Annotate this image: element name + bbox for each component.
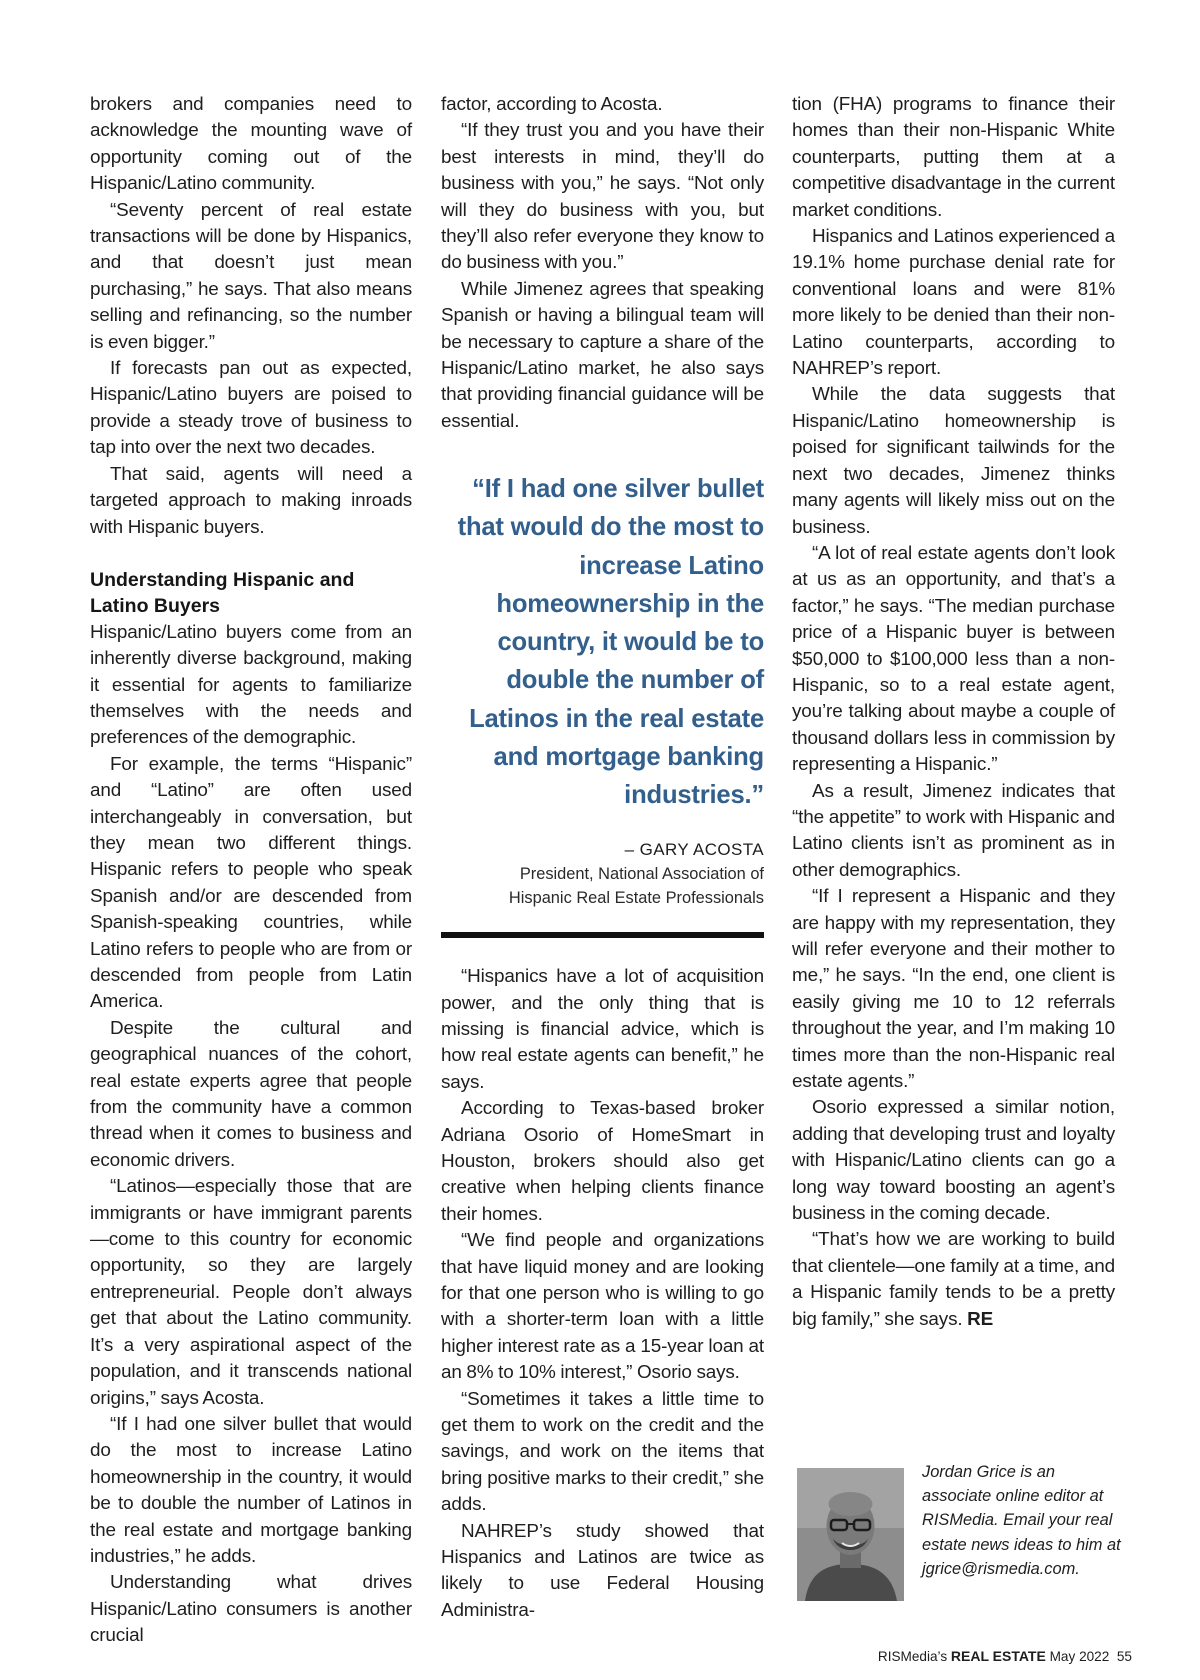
- paragraph: If forecasts pan out as expected, Hispanic/Latino buyers are poised to provide a steady trove of business to tap into over the next two decades.: [90, 358, 412, 459]
- paragraph: While the data suggests that Hispanic/Latino homeownership is poised for significant tailwinds for the next two decades, Jimenez thinks many agents will likely miss out on the business.: [792, 384, 1115, 538]
- paragraph: NAHREP’s study showed that Hispanics and Latinos are twice as likely to use Federal Housing Administra-: [441, 1520, 764, 1621]
- paragraph: As a result, Jimenez indicates that “the appetite” to work with Hispanic and Latino clients isn’t as prominent as in other demographics.: [792, 780, 1115, 881]
- paragraph: Hispanics and Latinos experienced a 19.1% home purchase denial rate for conventional loans and were 81% more likely to be denied than their non-Latino counterparts, according to NAHREP’s report.: [792, 226, 1115, 380]
- paragraph: For example, the terms “Hispanic” and “Latino” are often used interchangeably in conversation, but they mean two different things. Hispanic refers to people who speak Spanish and/or are descended from Spanish-speaking countries, while Latino refers to people who are from or descended from people from Latin America.: [90, 753, 412, 1013]
- person-portrait-icon: [797, 1468, 904, 1601]
- paragraph: brokers and companies need to acknowledge the mounting wave of opportunity coming out of the Hispanic/Latino community.: [90, 94, 412, 195]
- pull-quote-divider: [441, 932, 764, 938]
- paragraph: “Seventy percent of real estate transactions will be done by Hispanics, and that doesn’t just mean purchasing,” he says. That also means selling and refinancing, so the number is even bigger.”: [90, 199, 412, 353]
- paragraph: tion (FHA) programs to finance their homes than their non-Hispanic White counterparts, putting them at a competitive disadvantage in the current market conditions.: [792, 94, 1115, 221]
- paragraph: That said, agents will need a targeted approach to making inroads with Hispanic buyers.: [90, 463, 412, 538]
- paragraph: “If they trust you and you have their best interests in mind, they’ll do business with you,” he says. “Not only will they do business with you, but they’ll also refer everyone they know to do business with you.”: [441, 120, 764, 274]
- paragraph: Hispanic/Latino buyers come from an inherently diverse background, making it essential for agents to familiarize themselves with the needs and preferences of the demographic.: [90, 621, 412, 749]
- paragraph: While Jimenez agrees that speaking Spanish or having a bilingual team will be necessary to capture a share of the Hispanic/Latino market, he also says that providing financial guidance will be essential.: [441, 278, 764, 432]
- article-column-1: [90, 92, 412, 1650]
- paragraph: Osorio expressed a similar notion, adding that developing trust and loyalty with Hispanic/Latino clients can go a long way toward boosting an agent’s business in the coming decade.: [792, 1097, 1115, 1225]
- paragraph: “Sometimes it takes a little time to get them to work on the credit and the savings, and work on the items that bring positive marks to their credit,” she adds.: [441, 1388, 764, 1516]
- paragraph: “If I had one silver bullet that would do the most to increase Latino homeownership in the country, it would be to double the number of Latinos in the real estate and mortgage banking industries,” he adds.: [90, 1413, 412, 1567]
- page-number: 55: [1116, 1649, 1132, 1664]
- pull-quote-text: “If I had one silver bullet that would do the most to increase Latino homeownership in the country, it would be to double the number of Latinos in the real estate and mortgage banking industries.”: [457, 475, 764, 809]
- paragraph: [792, 1227, 1115, 1333]
- footer-magazine-title: REAL ESTATE: [950, 1648, 1046, 1664]
- author-photo: [797, 1468, 904, 1601]
- closing-paragraph-text: “That’s how we are working to build that clientele—one family at a time, and a Hispanic family tends to be a pretty big family,” she says.: [792, 1229, 1115, 1330]
- footer-issue-date: May 2022: [1049, 1649, 1110, 1664]
- paragraph: “A lot of real estate agents don’t look at us as an opportunity, and that’s a factor,” he says. “The median purchase price of a Hispanic buyer is between $50,000 to $100,000 less than a non-Hispanic, so to a real estate agent, you’re talking about maybe a couple of thousand dollars less in commission by representing a Hispanic.”: [792, 542, 1115, 776]
- pull-quote-author-title: Hispanic Real Estate Professionals: [508, 889, 764, 908]
- pull-quote-author: – GARY ACOSTA: [624, 840, 764, 860]
- article-column-2: [441, 92, 764, 1624]
- paragraph: Despite the cultural and geographical nuances of the cohort, real estate experts agree that people from the community have a common thread when it comes to business and economic drivers.: [90, 1017, 412, 1171]
- paragraph: “We find people and organizations that have liquid money and are looking for that one person who is willing to go with a shorter-term loan with a little higher interest rate as a 15-year loan at an 8% to 10% interest,” Osorio says.: [441, 1230, 764, 1384]
- paragraph: “If I represent a Hispanic and they are happy with my representation, they will refer everyone and their mother to me,” he says. “In the end, one client is easily giving me 10 to 12 referrals throughout the year, and I’m making 10 times more than the non-Hispanic real estate agents.”: [792, 886, 1115, 1093]
- paragraph: “Hispanics have a lot of acquisition power, and the only thing that is missing is financial advice, which is how real estate agents can benefit,” he says.: [441, 966, 764, 1093]
- paragraph: Understanding what drives Hispanic/Latino consumers is another crucial: [90, 1572, 412, 1647]
- footer-publisher: RISMedia’s: [877, 1649, 948, 1664]
- section-subheading: Understanding Hispanic and Latino Buyers: [90, 568, 355, 618]
- author-bio: Jordan Grice is an associate online editor at RISMedia. Email your real estate news ideas to him at jgrice@rismedia.com.: [922, 1463, 1121, 1578]
- paragraph: According to Texas-based broker Adriana Osorio of HomeSmart in Houston, brokers should also get creative when helping clients finance their homes.: [441, 1098, 764, 1225]
- end-mark: RE: [967, 1308, 994, 1330]
- pull-quote-author-title: President, National Association of: [519, 865, 764, 884]
- paragraph: “Latinos—especially those that are immigrants or have immigrant parents—come to this country for economic opportunity, so they are largely entrepreneurial. People don’t always get that about the Latino community. It’s a very aspirational aspect of the population, and it transcends national origins,” says Acosta.: [90, 1176, 412, 1409]
- page-footer: [860, 1648, 1132, 1664]
- paragraph: factor, according to Acosta.: [441, 94, 663, 115]
- article-column-3: [792, 92, 1115, 1333]
- pull-quote: [441, 470, 764, 910]
